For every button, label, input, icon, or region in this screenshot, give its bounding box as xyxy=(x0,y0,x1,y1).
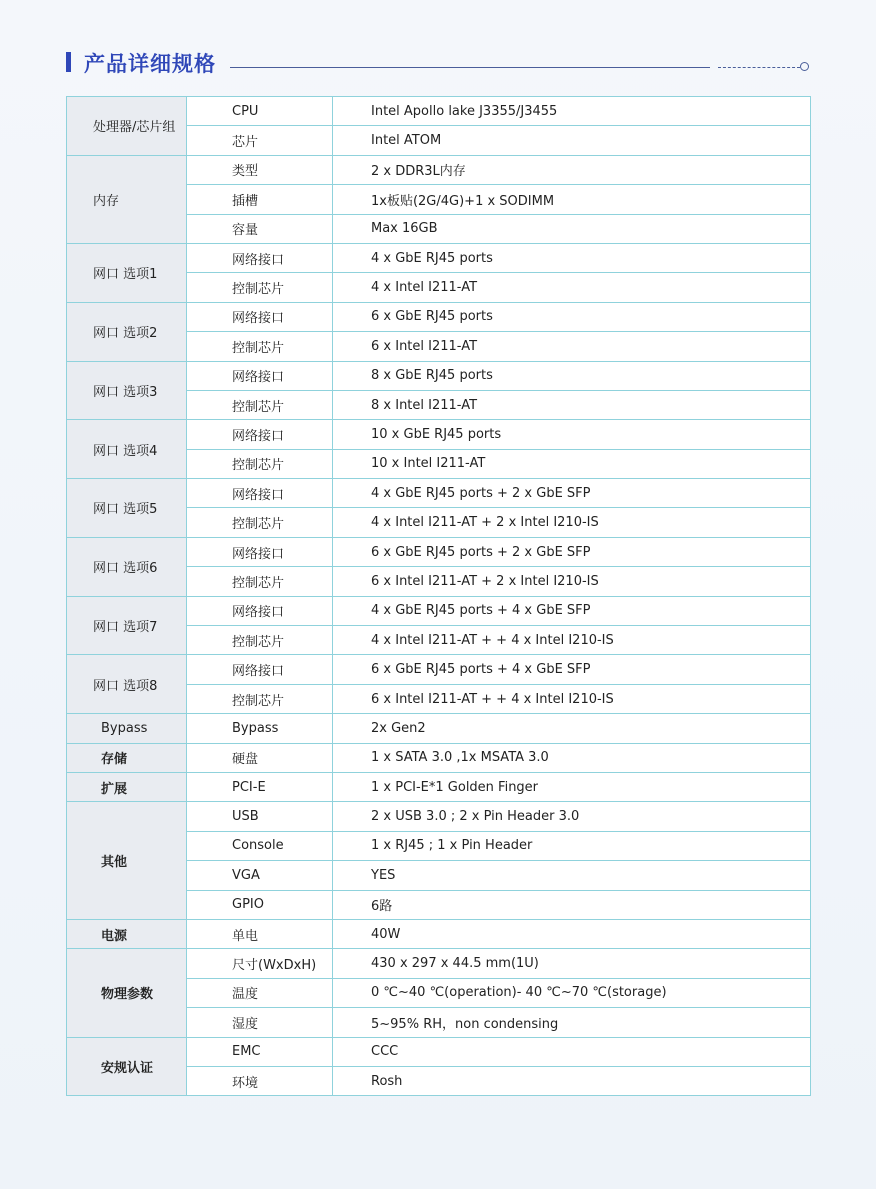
spec-value-cell: 8 x GbE RJ45 ports xyxy=(333,361,811,390)
spec-value-cell: 4 x Intel I211-AT + + 4 x Intel I210-IS xyxy=(333,626,811,655)
spec-item-cell: 网络接口 xyxy=(187,420,333,449)
title-accent-bar xyxy=(66,52,71,72)
spec-category-cell: 安规认证 xyxy=(67,1037,187,1096)
title-divider-dashes xyxy=(718,67,800,68)
spec-value-cell: 2x Gen2 xyxy=(333,714,811,743)
spec-value-cell: 2 x USB 3.0 ; 2 x Pin Header 3.0 xyxy=(333,802,811,831)
spec-category-cell: 处理器/芯片组 xyxy=(67,97,187,156)
spec-category-cell: 网口 选项8 xyxy=(67,655,187,714)
spec-item-cell: 控制芯片 xyxy=(187,390,333,419)
spec-item-cell: 控制芯片 xyxy=(187,332,333,361)
spec-category-cell: 网口 选项7 xyxy=(67,596,187,655)
spec-value-cell: 1 x SATA 3.0 ,1x MSATA 3.0 xyxy=(333,743,811,772)
spec-value-cell: 6 x GbE RJ45 ports + 2 x GbE SFP xyxy=(333,537,811,566)
spec-item-cell: 网络接口 xyxy=(187,537,333,566)
spec-item-cell: 网络接口 xyxy=(187,302,333,331)
page-title: 产品详细规格 xyxy=(84,52,216,76)
spec-value-cell: Rosh xyxy=(333,1066,811,1095)
spec-category-cell: 存储 xyxy=(67,743,187,772)
page-header xyxy=(66,48,810,78)
spec-item-cell: EMC xyxy=(187,1037,333,1066)
title-divider-line xyxy=(230,67,710,68)
spec-item-cell: 控制芯片 xyxy=(187,508,333,537)
spec-value-cell: 4 x GbE RJ45 ports + 2 x GbE SFP xyxy=(333,479,811,508)
spec-item-cell: 控制芯片 xyxy=(187,449,333,478)
table-row xyxy=(67,243,811,272)
table-row xyxy=(67,802,811,831)
table-row xyxy=(67,537,811,566)
spec-value-cell: CCC xyxy=(333,1037,811,1066)
spec-value-cell: 6 x Intel I211-AT + + 4 x Intel I210-IS xyxy=(333,684,811,713)
table-row xyxy=(67,714,811,743)
spec-category-cell: 扩展 xyxy=(67,772,187,801)
spec-value-cell: 0 ℃~40 ℃(operation)- 40 ℃~70 ℃(storage) xyxy=(333,978,811,1007)
spec-value-cell: 6 x GbE RJ45 ports + 4 x GbE SFP xyxy=(333,655,811,684)
table-row xyxy=(67,772,811,801)
spec-value-cell: 6 x Intel I211-AT xyxy=(333,332,811,361)
table-row xyxy=(67,361,811,390)
spec-item-cell: 芯片 xyxy=(187,126,333,155)
spec-value-cell: 4 x Intel I211-AT + 2 x Intel I210-IS xyxy=(333,508,811,537)
spec-item-cell: 单电 xyxy=(187,919,333,948)
spec-value-cell: 6 x GbE RJ45 ports xyxy=(333,302,811,331)
spec-value-cell: Intel Apollo lake J3355/J3455 xyxy=(333,97,811,126)
spec-item-cell: 温度 xyxy=(187,978,333,1007)
spec-category-cell: 网口 选项5 xyxy=(67,479,187,538)
spec-item-cell: 容量 xyxy=(187,214,333,243)
spec-value-cell: 4 x Intel I211-AT xyxy=(333,273,811,302)
spec-category-cell: 其他 xyxy=(67,802,187,920)
spec-item-cell: USB xyxy=(187,802,333,831)
spec-item-cell: 插槽 xyxy=(187,185,333,214)
spec-value-cell: 6路 xyxy=(333,890,811,919)
spec-category-cell: 电源 xyxy=(67,919,187,948)
spec-value-cell: 6 x Intel I211-AT + 2 x Intel I210-IS xyxy=(333,567,811,596)
spec-value-cell: 4 x GbE RJ45 ports xyxy=(333,243,811,272)
spec-item-cell: 湿度 xyxy=(187,1008,333,1037)
spec-category-cell: 网口 选项1 xyxy=(67,243,187,302)
spec-item-cell: 硬盘 xyxy=(187,743,333,772)
spec-item-cell: VGA xyxy=(187,861,333,890)
spec-item-cell: 环境 xyxy=(187,1066,333,1095)
spec-category-cell: 网口 选项6 xyxy=(67,537,187,596)
spec-category-cell: 网口 选项3 xyxy=(67,361,187,420)
spec-item-cell: Bypass xyxy=(187,714,333,743)
spec-item-cell: 网络接口 xyxy=(187,361,333,390)
table-row xyxy=(67,479,811,508)
spec-item-cell: 控制芯片 xyxy=(187,684,333,713)
table-row xyxy=(67,420,811,449)
spec-item-cell: 网络接口 xyxy=(187,655,333,684)
spec-item-cell: Console xyxy=(187,831,333,860)
spec-item-cell: 控制芯片 xyxy=(187,626,333,655)
spec-value-cell: 8 x Intel I211-AT xyxy=(333,390,811,419)
spec-item-cell: 网络接口 xyxy=(187,596,333,625)
spec-value-cell: 430 x 297 x 44.5 mm(1U) xyxy=(333,949,811,978)
spec-category-cell: 物理参数 xyxy=(67,949,187,1037)
spec-value-cell: 1 x RJ45 ; 1 x Pin Header xyxy=(333,831,811,860)
spec-value-cell: 5~95% RH，non condensing xyxy=(333,1008,811,1037)
spec-item-cell: 控制芯片 xyxy=(187,567,333,596)
spec-category-cell: 内存 xyxy=(67,155,187,243)
spec-item-cell: GPIO xyxy=(187,890,333,919)
spec-item-cell: CPU xyxy=(187,97,333,126)
spec-value-cell: Max 16GB xyxy=(333,214,811,243)
spec-value-cell: Intel ATOM xyxy=(333,126,811,155)
spec-item-cell: 网络接口 xyxy=(187,479,333,508)
spec-table xyxy=(66,96,811,1096)
table-row xyxy=(67,302,811,331)
spec-value-cell: 1 x PCI-E*1 Golden Finger xyxy=(333,772,811,801)
spec-item-cell: 网络接口 xyxy=(187,243,333,272)
spec-value-cell: 10 x Intel I211-AT xyxy=(333,449,811,478)
spec-item-cell: PCI-E xyxy=(187,772,333,801)
table-row xyxy=(67,655,811,684)
spec-category-cell: Bypass xyxy=(67,714,187,743)
spec-value-cell: 2 x DDR3L内存 xyxy=(333,155,811,184)
spec-value-cell: 10 x GbE RJ45 ports xyxy=(333,420,811,449)
table-row xyxy=(67,919,811,948)
spec-item-cell: 控制芯片 xyxy=(187,273,333,302)
table-row xyxy=(67,155,811,184)
spec-item-cell: 类型 xyxy=(187,155,333,184)
table-row xyxy=(67,1037,811,1066)
title-divider-circle-icon xyxy=(800,62,809,71)
spec-value-cell: 4 x GbE RJ45 ports + 4 x GbE SFP xyxy=(333,596,811,625)
table-row xyxy=(67,97,811,126)
spec-category-cell: 网口 选项2 xyxy=(67,302,187,361)
spec-item-cell: 尺寸(WxDxH) xyxy=(187,949,333,978)
spec-value-cell: 40W xyxy=(333,919,811,948)
spec-category-cell: 网口 选项4 xyxy=(67,420,187,479)
table-row xyxy=(67,596,811,625)
spec-value-cell: 1x板贴(2G/4G)+1 x SODIMM xyxy=(333,185,811,214)
spec-value-cell: YES xyxy=(333,861,811,890)
table-row xyxy=(67,743,811,772)
table-row xyxy=(67,949,811,978)
